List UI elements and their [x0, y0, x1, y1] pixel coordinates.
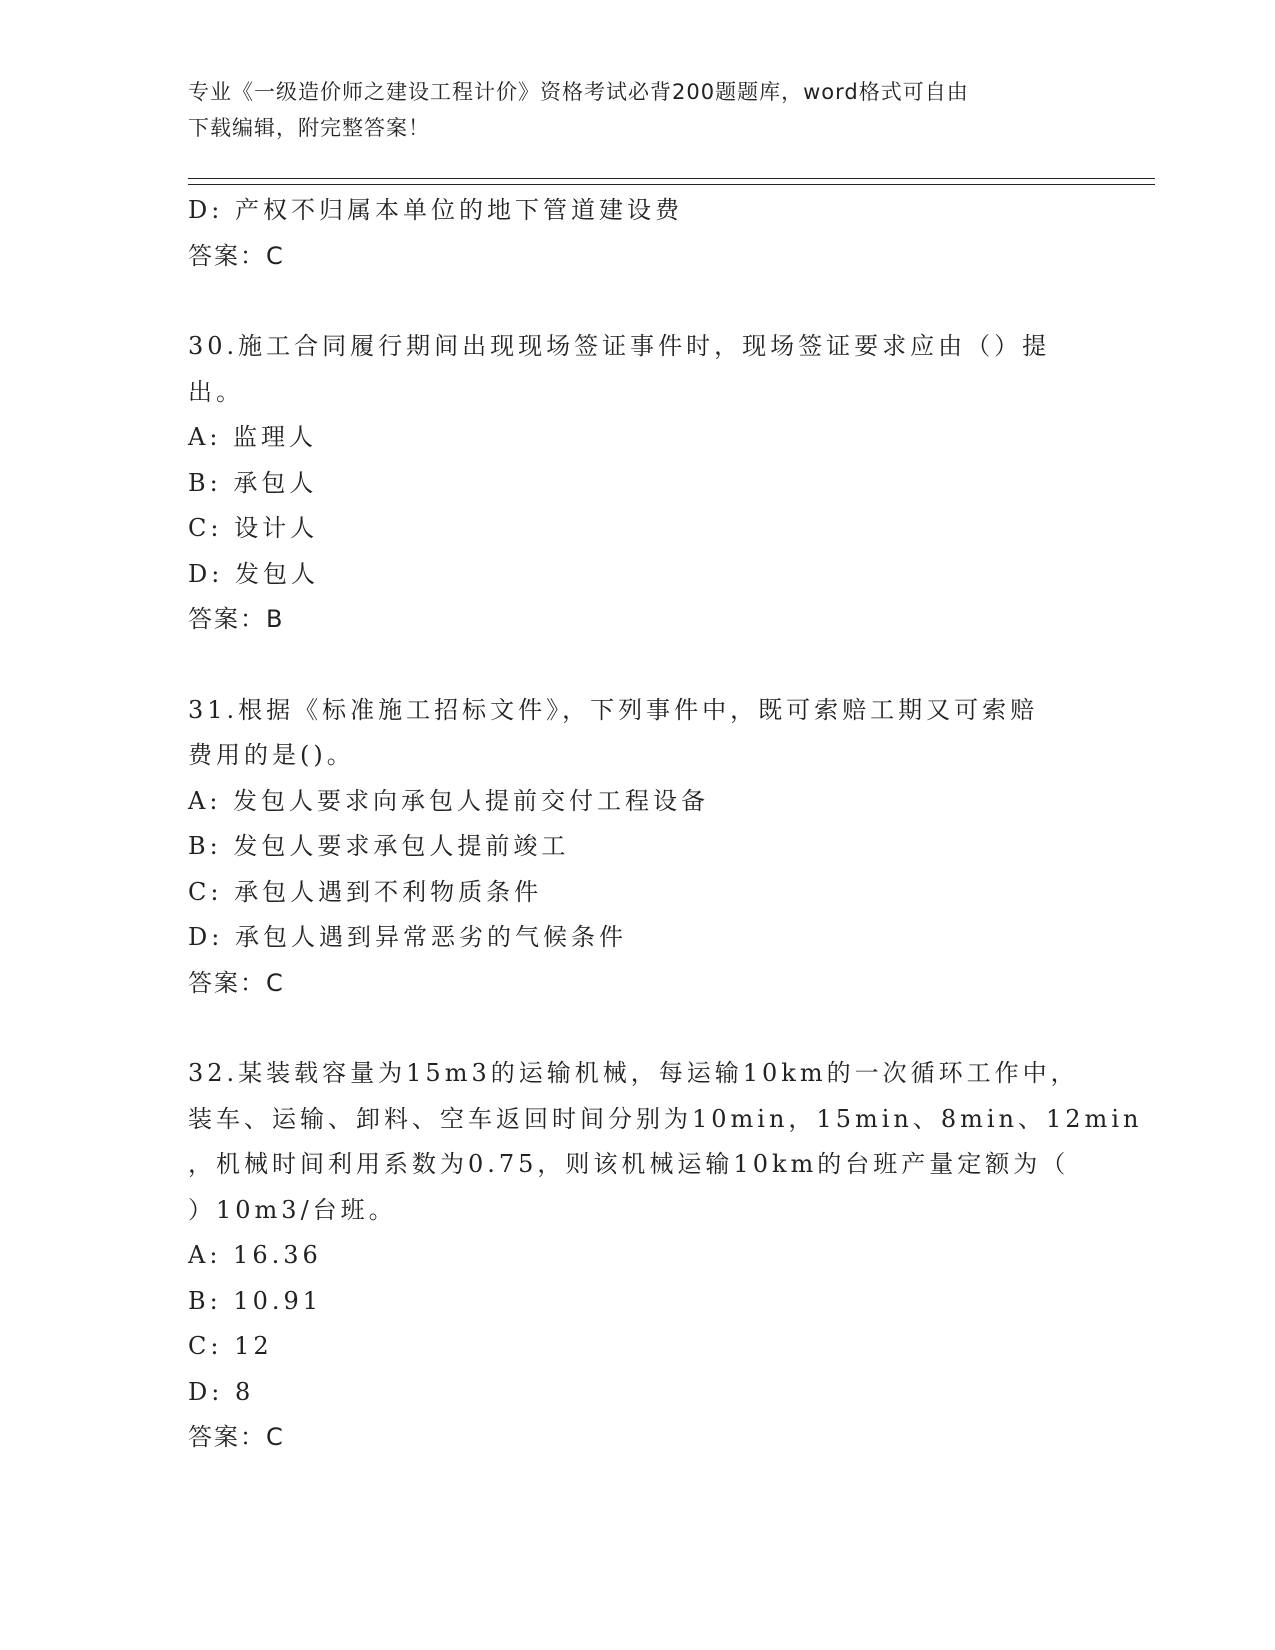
option-a: A: 16.36	[188, 1241, 322, 1269]
option-a: A: 监理人	[188, 423, 318, 451]
option-b: B: 发包人要求承包人提前竣工	[188, 832, 570, 860]
stem-line: 装车、运输、卸料、空车返回时间分别为10min，15min、8min、12min	[188, 1104, 1143, 1133]
answer: 答案：C	[188, 241, 285, 270]
stem-line: ）10m3/台班。	[188, 1195, 397, 1224]
option-d: D: 8	[188, 1377, 255, 1406]
option-c: C: 承包人遇到不利物质条件	[188, 877, 543, 906]
option-c: C: 12	[188, 1332, 273, 1360]
header-line-2: 下载编辑，附完整答案！	[188, 116, 430, 140]
option-d: D: 发包人	[188, 559, 319, 588]
answer: 答案：C	[188, 968, 285, 997]
question-32	[188, 1051, 1143, 1461]
stem-line: 费用的是()。	[188, 741, 355, 769]
question-stem	[188, 1051, 1143, 1233]
option-d: D: 产权不归属本单位的地下管道建设费	[188, 196, 683, 224]
header-line-1: 专业《一级造价师之建设工程计价》资格考试必背200题题库，word格式可自由	[188, 80, 969, 104]
answer: 答案：B	[188, 605, 285, 633]
stem-line: ，机械时间利用系数为0.75，则该机械运输10km的台班产量定额为（	[188, 1150, 1070, 1178]
stem-line: 32.某装载容量为15m3的运输机械，每运输10km的一次循环工作中，	[188, 1059, 1079, 1087]
question-stem	[188, 688, 1088, 779]
previous-question-tail	[188, 188, 1088, 279]
option-c: C: 设计人	[188, 514, 319, 542]
page-header	[188, 74, 1088, 146]
option-b: B: 10.91	[188, 1286, 323, 1315]
option-b: B: 承包人	[188, 468, 318, 497]
header-divider	[188, 178, 1155, 185]
question-list	[188, 188, 1143, 1461]
option-a: A: 发包人要求向承包人提前交付工程设备	[188, 786, 710, 815]
question-31	[188, 688, 1088, 1007]
answer: 答案：C	[188, 1423, 285, 1451]
stem-line: 30.施工合同履行期间出现现场签证事件时，现场签证要求应由（）提	[188, 332, 1051, 360]
stem-line: 31.根据《标准施工招标文件》，下列事件中，既可索赔工期又可索赔	[188, 695, 1039, 724]
option-d: D: 承包人遇到异常恶劣的气候条件	[188, 923, 627, 951]
question-stem	[188, 324, 1088, 415]
stem-line: 出。	[188, 377, 244, 406]
question-30	[188, 324, 1088, 643]
